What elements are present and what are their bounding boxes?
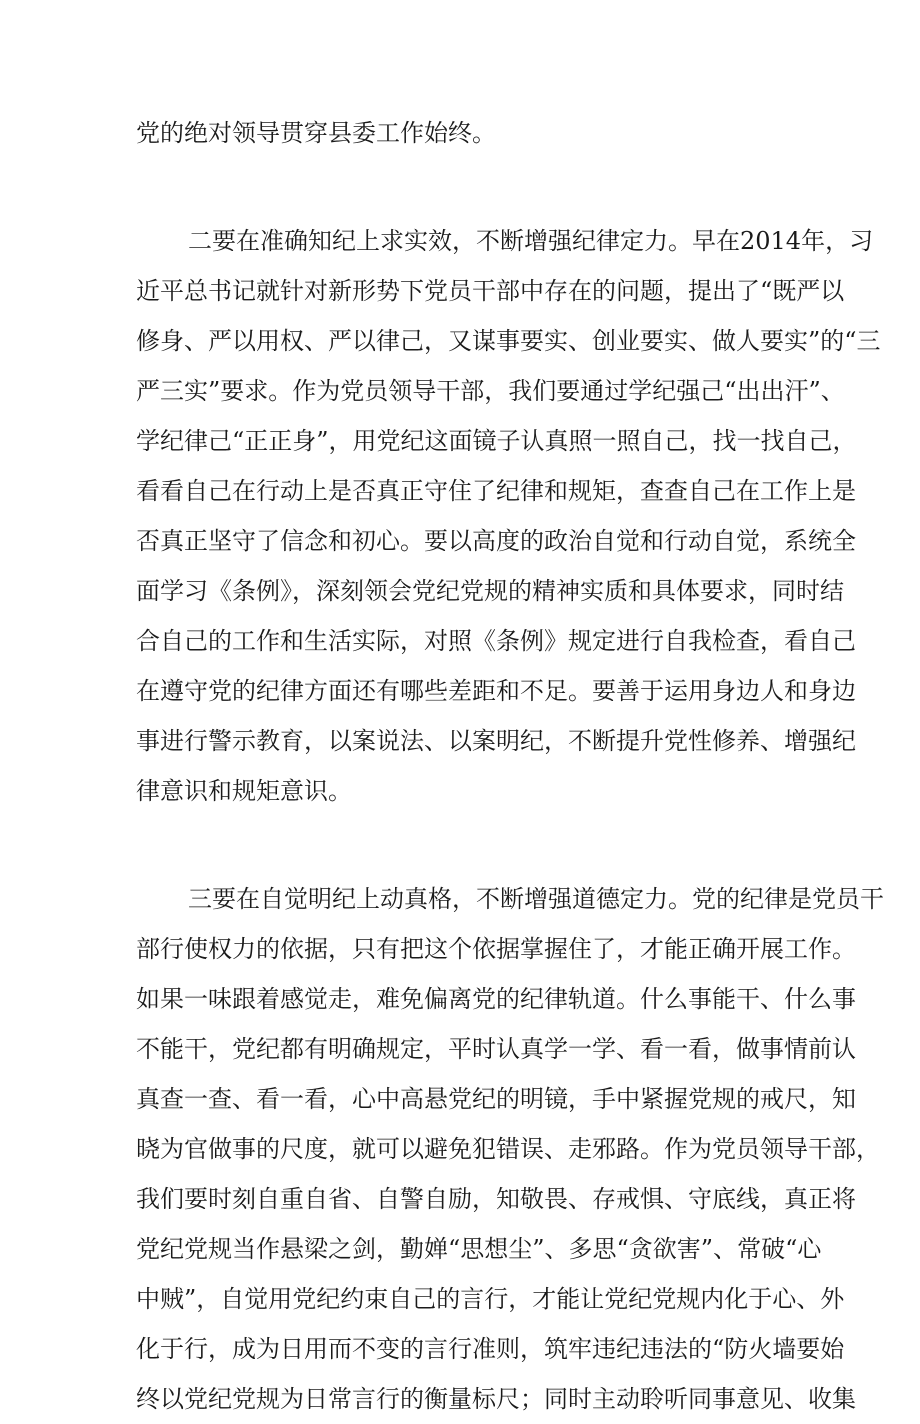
paragraph-line: 严三实”要求。作为党员领导干部，我们要通过学纪强己“出出汗”、 bbox=[136, 377, 845, 405]
paragraph-line: 看看自己在行动上是否真正守住了纪律和规矩，查查自己在工作上是 bbox=[136, 477, 856, 505]
paragraph-line: 修身、严以用权、严以律己，又谋事要实、创业要实、做人要实”的“三 bbox=[136, 327, 881, 355]
paragraph-line: 真查一查、看一看，心中高悬党纪的明镜，手中紧握党规的戒尺，知 bbox=[136, 1085, 856, 1113]
paragraph-line: 党纪党规当作悬梁之剑，勤婵“思想尘”、多思“贪欲害”、常破“心 bbox=[136, 1235, 822, 1263]
paragraph-line: 终以党纪党规为日常言行的衡量标尺；同时主动聆听同事意见、收集 bbox=[136, 1385, 856, 1413]
paragraph-line: 二要在准确知纪上求实效，不断增强纪律定力。早在2014年，习 bbox=[188, 227, 874, 255]
paragraph-line: 律意识和规矩意识。 bbox=[136, 777, 352, 805]
paragraph-line: 中贼”，自觉用党纪约束自己的言行，才能让党纪党规内化于心、外 bbox=[136, 1285, 845, 1313]
paragraph-line: 化于行，成为日用而不变的言行准则，筑牢违纪违法的“防火墙要始 bbox=[136, 1335, 845, 1363]
document-page bbox=[136, 108, 884, 1424]
paragraph-line: 部行使权力的依据，只有把这个依据掌握住了，才能正确开展工作。 bbox=[136, 935, 856, 963]
paragraph-line: 学纪律己“正正身”，用党纪这面镜子认真照一照自己，找一找自己， bbox=[136, 427, 857, 455]
paragraph-line: 我们要时刻自重自省、自警自励，知敬畏、存戒惧、守底线，真正将 bbox=[136, 1185, 856, 1213]
paragraph-2 bbox=[136, 216, 881, 816]
paragraph-line: 晓为官做事的尺度，就可以避免犯错误、走邪路。作为党员领导干部， bbox=[136, 1135, 880, 1163]
paragraph-3 bbox=[136, 874, 884, 1424]
paragraph-line: 面学习《条例》，深刻领会党纪党规的精神实质和具体要求，同时结 bbox=[136, 577, 844, 605]
paragraph-line: 否真正坚守了信念和初心。要以高度的政治自觉和行动自觉，系统全 bbox=[136, 527, 856, 555]
paragraph-line: 党的绝对领导贯穿县委工作始终。 bbox=[136, 119, 496, 147]
paragraph-line: 不能干，党纪都有明确规定，平时认真学一学、看一看，做事情前认 bbox=[136, 1035, 856, 1063]
paragraph-1 bbox=[136, 108, 796, 158]
paragraph-line: 合自己的工作和生活实际，对照《条例》规定进行自我检查，看自己 bbox=[136, 627, 856, 655]
paragraph-gap bbox=[136, 816, 796, 874]
paragraph-line: 如果一味跟着感觉走，难免偏离党的纪律轨道。什么事能干、什么事 bbox=[136, 985, 856, 1013]
paragraph-line: 事进行警示教育，以案说法、以案明纪，不断提升党性修养、增强纪 bbox=[136, 727, 856, 755]
paragraph-line: 近平总书记就针对新形势下党员干部中存在的问题，提出了“既严以 bbox=[136, 277, 845, 305]
paragraph-line: 三要在自觉明纪上动真格，不断增强道德定力。党的纪律是党员干 bbox=[188, 885, 884, 913]
paragraph-line: 在遵守党的纪律方面还有哪些差距和不足。要善于运用身边人和身边 bbox=[136, 677, 856, 705]
paragraph-gap bbox=[136, 158, 796, 216]
